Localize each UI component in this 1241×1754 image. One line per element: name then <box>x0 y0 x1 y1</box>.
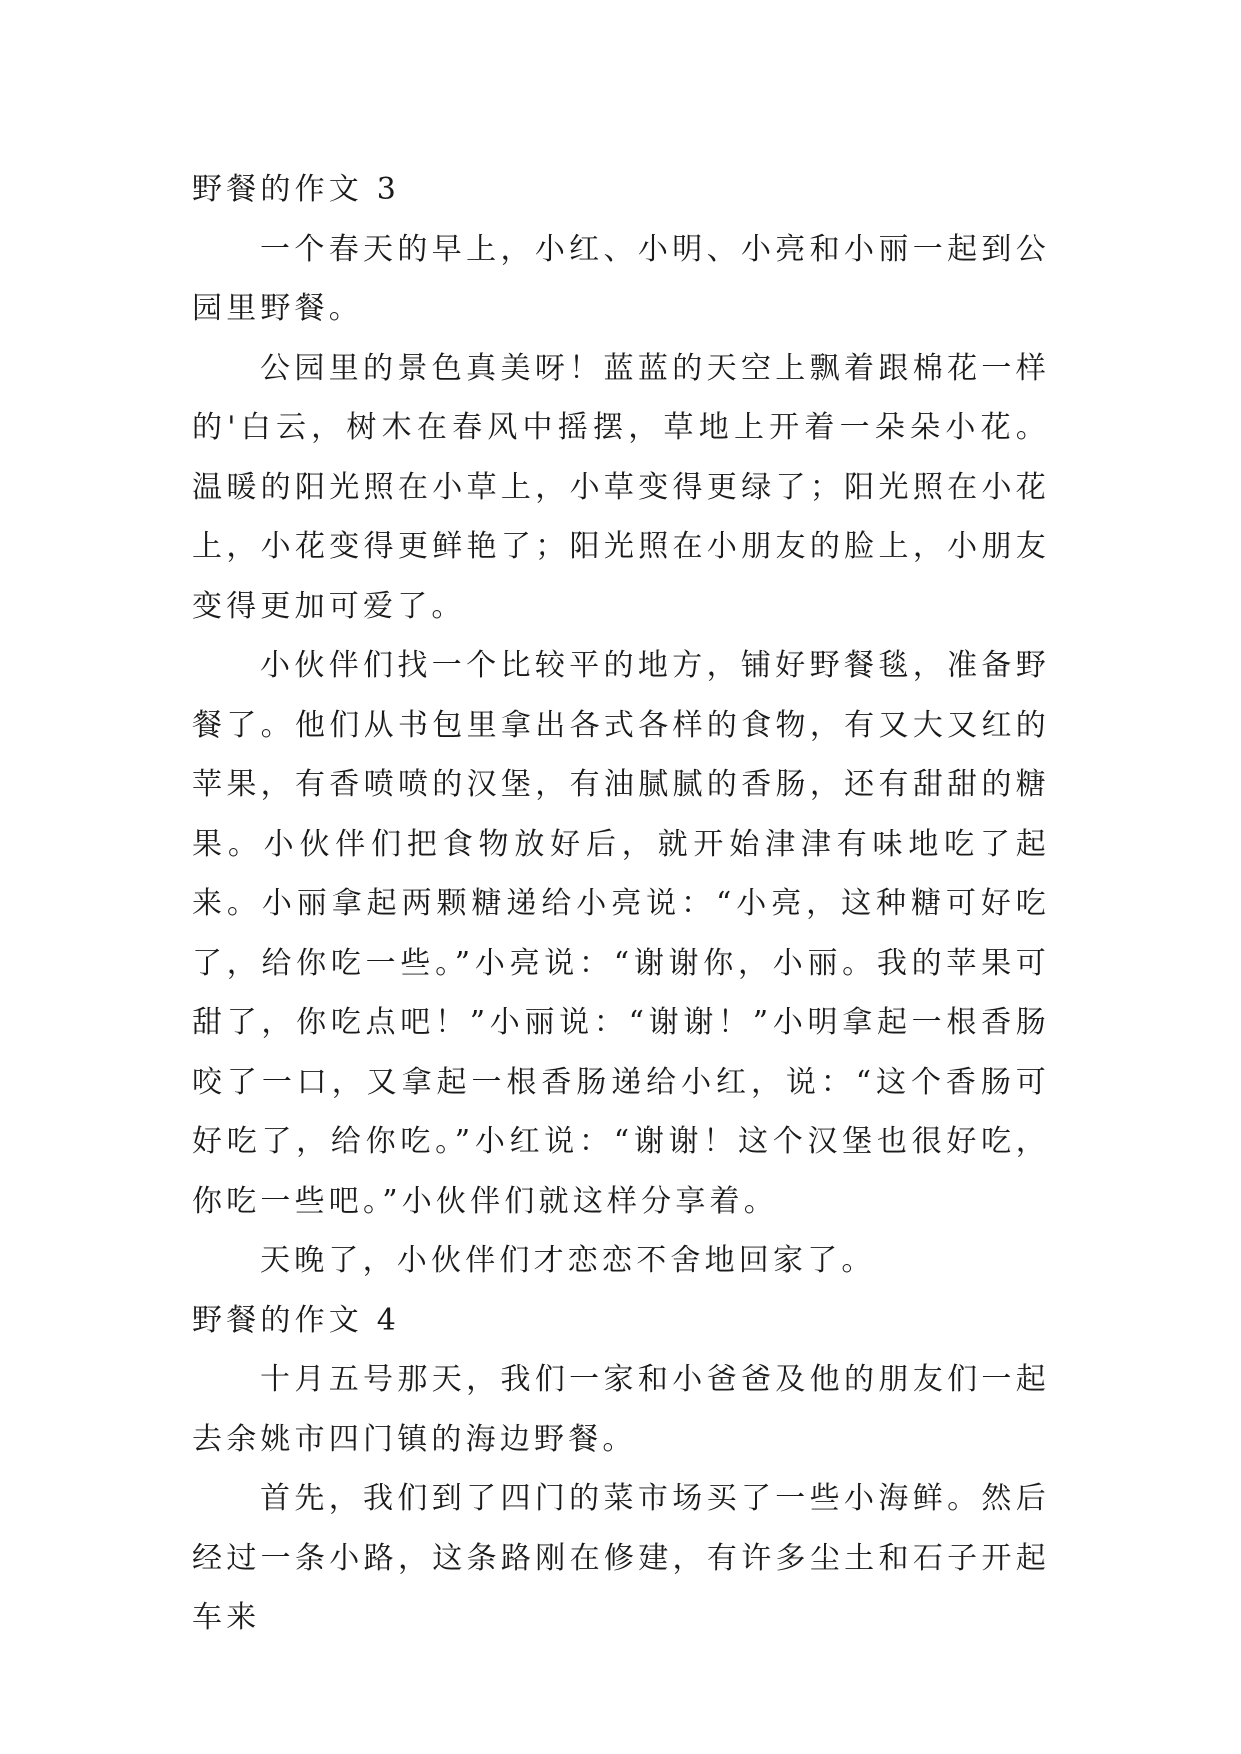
paragraph: 天晚了，小伙伴们才恋恋不舍地回家了。 <box>260 1243 876 1278</box>
document-page <box>192 160 1050 1648</box>
paragraph: 十月五号那天，我们一家和小爸爸及他的朋友们一起去余姚市四门镇的海边野餐。 <box>192 1362 1050 1457</box>
essay-section-4 <box>192 1291 1050 1648</box>
essay-heading: 野餐的作文 3 <box>192 172 401 207</box>
paragraph: 小伙伴们找一个比较平的地方，铺好野餐毯，准备野餐了。他们从书包里拿出各式各样的食物，有又大又红的苹果，有香喷喷的汉堡，有油腻腻的香肠，还有甜甜的糖果。小伙伴们把食物放好后，就开始津津有味地吃了起来。小丽拿起两颗糖递给小亮说：“小亮，这种糖可好吃了，给你吃一些。”小亮说：“谢谢你，小丽。我的苹果可甜了，你吃点吧！”小丽说：“谢谢！”小明拿起一根香肠咬了一口，又拿起一根香肠递给小红，说：“这个香肠可好吃了，给你吃。”小红说：“谢谢！这个汉堡也很好吃，你吃一些吧。”小伙伴们就这样分享着。 <box>192 648 1050 1219</box>
essay-heading: 野餐的作文 4 <box>192 1302 401 1338</box>
paragraph: 公园里的景色真美呀！蓝蓝的天空上飘着跟棉花一样的'白云，树木在春风中摇摆，草地上开着一朵朵小花。温暖的阳光照在小草上，小草变得更绿了；阳光照在小花上，小花变得更鲜艳了；阳光照在小朋友的脸上，小朋友变得更加可爱了。 <box>192 350 1050 624</box>
essay-section-3 <box>192 160 1050 1291</box>
paragraph: 一个春天的早上，小红、小明、小亮和小丽一起到公园里野餐。 <box>192 231 1050 326</box>
paragraph: 首先，我们到了四门的菜市场买了一些小海鲜。然后经过一条小路，这条路刚在修建，有许多尘土和石子开起车来 <box>192 1481 1050 1635</box>
